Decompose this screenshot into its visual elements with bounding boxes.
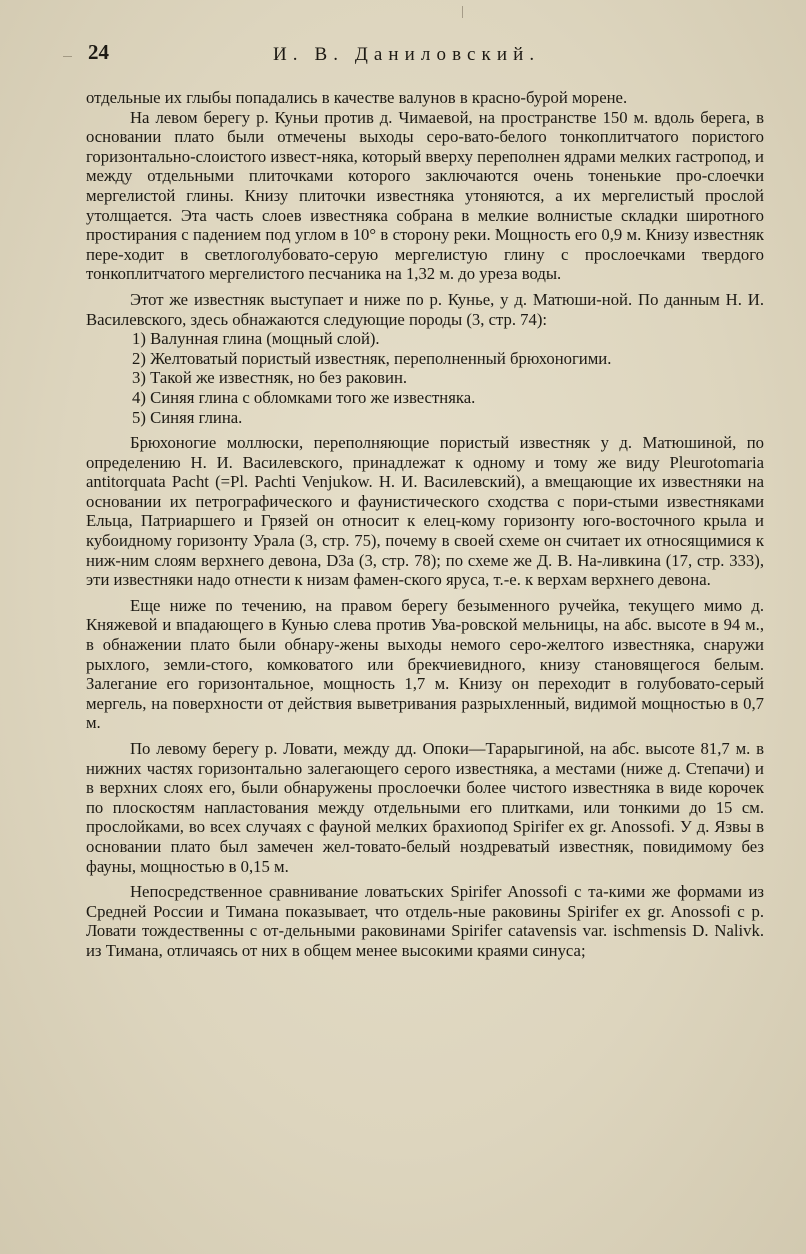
paragraph: Непосредственное сравнивание ловатьских Spirifer Anossofi с та-кими же формами из Средней России и Тимана показывает, что отдель-ные раковины Spirifer ex gr. Anossofi с р. Ловати тождественны с от-дельными раковинами Spirifer catavensis var. ischmensis D. Nalivk. из Тимана, отличаясь от них в общем менее высокими краями синуса; bbox=[86, 882, 764, 960]
layer-item: 3) Такой же известняк, но без раковин. bbox=[132, 368, 408, 388]
paragraph: На левом берегу р. Куньи против д. Чимаевой, на пространстве 150 м. вдоль берега, в основании плато были отмечены выходы серо-вато-белого тонкоплитчатого пористого горизонтально-слоистого извест-няка, который вверху переполнен ядрами мелких гастропод, и между отдельными плиточками которого заключаются очень тоненькие про-слоечки мергелистой глины. Книзу плиточки известняка утоняются, а их мергелистый прослой утолщается. Эта часть слоев известняка собрана в мелкие волнистые складки широтного простирания с падением под углом в 10° в сторону реки. Мощность его 0,9 м. Книзу известняк пере-ходит в светлоголубовато-серую мергелистую глину с прослоечками твердого тонкоплитчатого мергелистого песчаника на 1,32 м. до уреза воды. bbox=[86, 107, 764, 284]
layer-item: 5) Синяя глина. bbox=[132, 407, 243, 427]
paragraph: Еще ниже по течению, на правом берегу безыменного ручейка, текущего мимо д. Княжевой и впадающего в Кунью слева против Ува-ровской мельницы, на абс. высоте в 94 м., в обнажении плато были обнару-жены выходы немого серо-желтого известняка, снаружи рыхлого, земли-стого, комковатого или брекчиевидного, книзу становящегося белым. Залегание его горизонтальное, мощность 1,7 м. Книзу он переходит в голубовато-серый мергель, на поверхности от действия выветривания разрыхленный, видимой мощностью в 0,7 м. bbox=[86, 595, 764, 733]
layer-item: 1) Валунная глина (мощный слой). bbox=[132, 329, 380, 349]
scan-mark bbox=[63, 56, 72, 57]
running-title: И. В. Даниловский. bbox=[273, 44, 541, 65]
scan-mark bbox=[462, 6, 463, 18]
layer-list bbox=[86, 329, 764, 427]
body-text bbox=[86, 88, 764, 961]
paragraph: Этот же известняк выступает и ниже по р. Кунье, у д. Матюши-ной. По данным Н. И. Василевского, здесь обнажаются следующие породы (3, стр. 74): bbox=[86, 289, 764, 329]
paragraph: По левому берегу р. Ловати, между дд. Опоки—Тарарыгиной, на абс. высоте 81,7 м. в нижних частях горизонтально залегающего серого известняка, а местами (ниже д. Степачи) и в верхних слоях его, были обнаружены прослоечки более чистого известняка в виде корочек по плоскостям напластования между отдельными его плитками, или тонкими до 15 см. прослойками, во всех случаях с фауной мелких брахиопод Spirifer ex gr. Anossofi. У д. Язвы в основании плато был замечен жел-товато-белый ноздреватый известняк, повидимому без фауны, мощностью в 0,15 м. bbox=[86, 739, 764, 876]
paragraph: Брюхоногие моллюски, переполняющие пористый известняк у д. Матюшиной, по определению Н. И. Василевского, принадлежат к одному и тому же виду Pleurotomaria antitorquata Pacht (=Pl. Pachti Venjukow. Н. И. Василевский), а вмещающие их известняки на основании их петрографического и фаунистического сходства с пори-стыми известняками Ельца, Патриаршего и Грязей он относит к елец-кому горизонту юго-восточного крыла и кубоидному горизонту Урала (3, стр. 75), почему в своей схеме он считает их относящимися к ниж-ним слоям верхнего девона, D3a (3, стр. 78); по схеме же Д. В. На-ливкина (17, стр. 333), эти известняки надо отнести к низам фамен-ского яруса, т.-е. к верхам верхнего девона. bbox=[86, 433, 764, 590]
page-number: 24 bbox=[88, 40, 109, 64]
page-header bbox=[88, 40, 756, 76]
layer-item: 4) Синяя глина с обломками того же известняка. bbox=[132, 387, 476, 407]
paragraph: отдельные их глыбы попадались в качестве валунов в красно-бурой морене. bbox=[86, 88, 628, 107]
layer-item: 2) Желтоватый пористый известняк, переполненный брюхоногими. bbox=[132, 348, 612, 368]
